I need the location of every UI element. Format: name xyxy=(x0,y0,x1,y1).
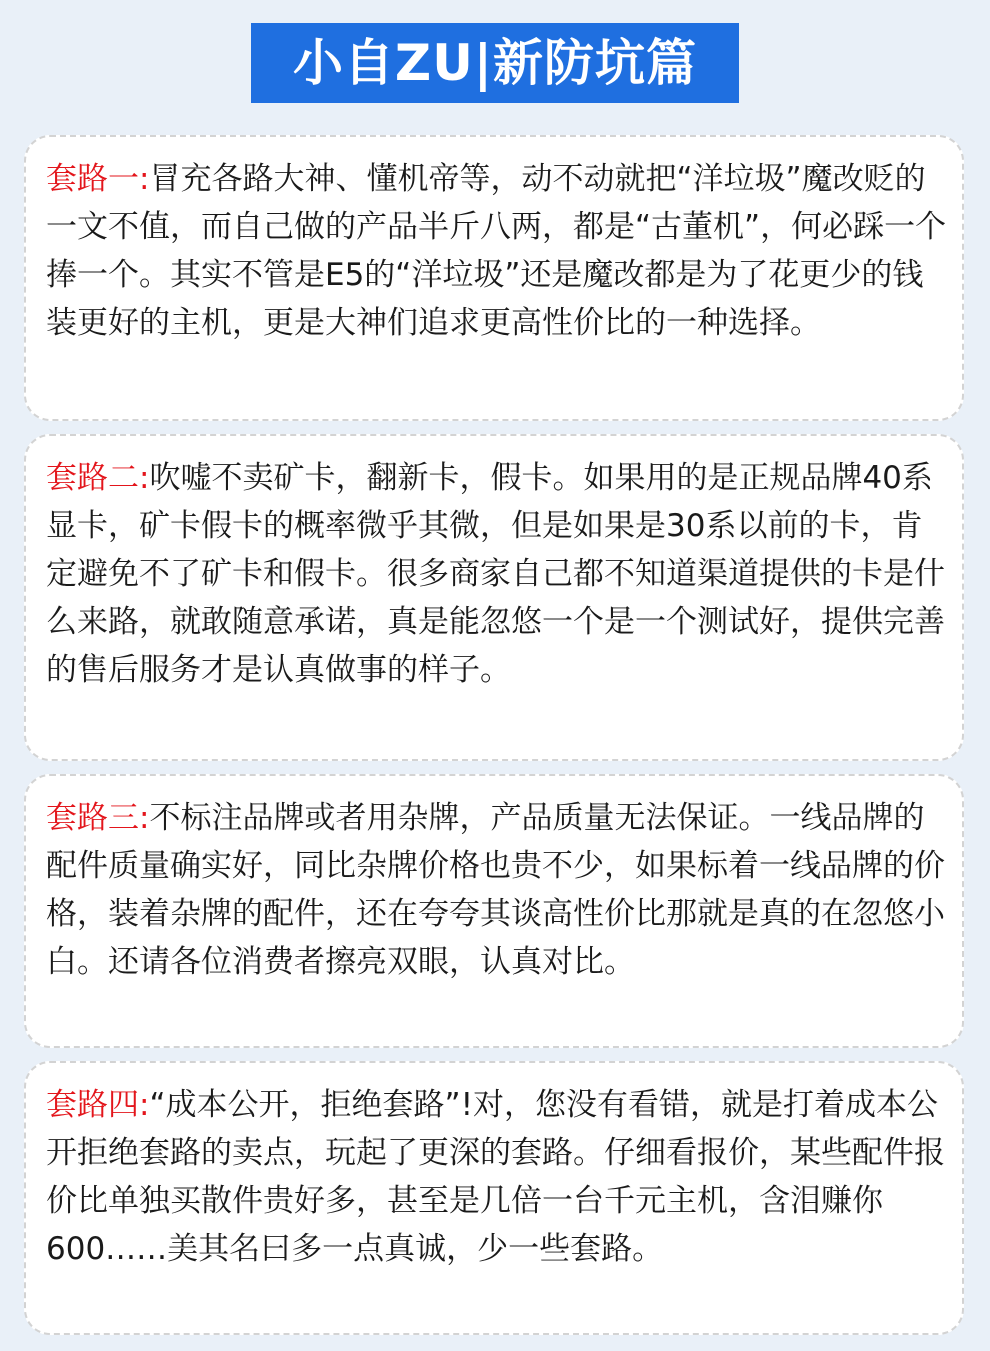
tip-label: 套路四: xyxy=(46,1087,150,1123)
tip-label: 套路一: xyxy=(46,161,150,197)
tip-paragraph xyxy=(46,794,948,986)
page-title-banner xyxy=(251,23,739,103)
tip-card-3 xyxy=(24,774,964,1048)
tip-label: 套路三: xyxy=(46,800,150,836)
tip-text: “成本公开，拒绝套路”!对，您没有看错，就是打着成本公开拒绝套路的卖点，玩起了更深的套路。仔细看报价，某些配件报价比单独买散件贵好多，甚至是几倍一台千元主机，含泪赚你600……美其名曰多一点真诚，少一些套路。 xyxy=(46,1087,945,1267)
page-title: 小自ZU|新防坑篇 xyxy=(292,34,698,92)
tip-card-2 xyxy=(24,434,964,761)
tip-text: 吹嘘不卖矿卡，翻新卡，假卡。如果用的是正规品牌40系显卡，矿卡假卡的概率微乎其微，但是如果是30系以前的卡，肯定避免不了矿卡和假卡。很多商家自己都不知道渠道提供的卡是什么来路，就敢随意承诺，真是能忽悠一个是一个测试好，提供完善的售后服务才是认真做事的样子。 xyxy=(46,460,945,688)
tip-text: 冒充各路大神、懂机帝等，动不动就把“洋垃圾”魔改贬的一文不值，而自己做的产品半斤八两，都是“古董机”，何必踩一个捧一个。其实不管是E5的“洋垃圾”还是魔改都是为了花更少的钱装更好的主机，更是大神们追求更高性价比的一种选择。 xyxy=(46,161,947,341)
tip-label: 套路二: xyxy=(46,460,150,496)
tip-card-1 xyxy=(24,135,964,421)
tip-paragraph xyxy=(46,155,948,347)
tip-paragraph xyxy=(46,454,948,694)
tip-card-4 xyxy=(24,1061,964,1335)
tip-text: 不标注品牌或者用杂牌，产品质量无法保证。一线品牌的配件质量确实好，同比杂牌价格也贵不少，如果标着一线品牌的价格，装着杂牌的配件，还在夸夸其谈高性价比那就是真的在忽悠小白。还请各位消费者擦亮双眼，认真对比。 xyxy=(46,800,945,980)
tip-paragraph xyxy=(46,1081,948,1273)
